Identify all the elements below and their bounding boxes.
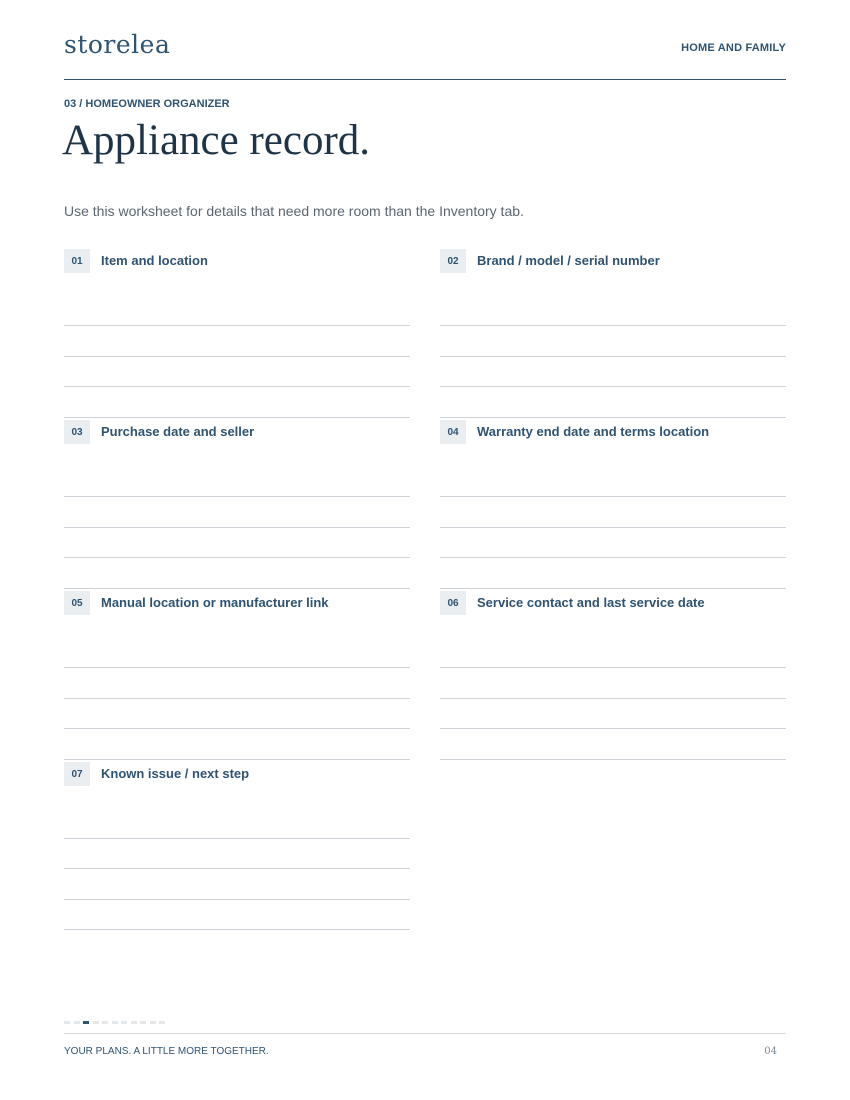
progress-dot — [131, 1021, 137, 1024]
writing-line[interactable] — [440, 759, 786, 760]
writing-line[interactable] — [440, 356, 786, 357]
writing-line[interactable] — [64, 759, 410, 760]
writing-line[interactable] — [64, 929, 410, 930]
progress-dot — [121, 1021, 127, 1024]
progress-dot — [159, 1021, 165, 1024]
writing-line[interactable] — [64, 496, 410, 497]
writing-line[interactable] — [440, 496, 786, 497]
progress-dot-active — [83, 1021, 89, 1024]
writing-line[interactable] — [64, 728, 410, 729]
writing-line[interactable] — [440, 698, 786, 699]
page-progress-indicator — [64, 1021, 169, 1024]
writing-line[interactable] — [64, 698, 410, 699]
progress-dot — [112, 1021, 118, 1024]
field-label: Known issue / next step — [101, 766, 250, 781]
writing-line[interactable] — [64, 386, 410, 387]
progress-dot — [102, 1021, 108, 1024]
writing-line[interactable] — [64, 588, 410, 589]
writing-line[interactable] — [440, 667, 786, 668]
writing-line[interactable] — [440, 325, 786, 326]
field-label: Item and location — [101, 253, 208, 268]
writing-line[interactable] — [64, 356, 410, 357]
writing-line[interactable] — [64, 527, 410, 528]
writing-line[interactable] — [440, 386, 786, 387]
field-number-badge: 05 — [64, 591, 90, 615]
field-label: Manual location or manufacturer link — [101, 595, 329, 610]
writing-line[interactable] — [440, 588, 786, 589]
progress-dot — [93, 1021, 99, 1024]
field-number-badge: 01 — [64, 249, 90, 273]
writing-line[interactable] — [64, 868, 410, 869]
field-number-badge: 06 — [440, 591, 466, 615]
footer-tagline: YOUR PLANS. A LITTLE MORE TOGETHER. — [64, 1046, 269, 1057]
writing-line[interactable] — [64, 899, 410, 900]
field-number-badge: 07 — [64, 762, 90, 786]
field-number-badge: 03 — [64, 420, 90, 444]
writing-line[interactable] — [64, 325, 410, 326]
progress-dot — [150, 1021, 156, 1024]
field-label: Warranty end date and terms location — [477, 424, 710, 439]
writing-line[interactable] — [64, 838, 410, 839]
writing-line[interactable] — [440, 557, 786, 558]
field-number-badge: 02 — [440, 249, 466, 273]
field-label: Brand / model / serial number — [477, 253, 660, 268]
intro-text: Use this worksheet for details that need more room than the Inventory tab. — [64, 203, 524, 219]
progress-dot — [64, 1021, 70, 1024]
brand-logo: storelea — [64, 30, 171, 59]
field-label: Purchase date and seller — [101, 424, 255, 439]
writing-line[interactable] — [64, 667, 410, 668]
header-divider — [64, 79, 786, 80]
writing-line[interactable] — [64, 557, 410, 558]
writing-line[interactable] — [440, 728, 786, 729]
page-number: 04 — [764, 1046, 777, 1057]
writing-line[interactable] — [64, 417, 410, 418]
progress-dot — [140, 1021, 146, 1024]
writing-line[interactable] — [440, 417, 786, 418]
field-number-badge: 04 — [440, 420, 466, 444]
section-label: 03 / HOMEOWNER ORGANIZER — [64, 98, 230, 110]
category-label: HOME AND FAMILY — [681, 42, 786, 54]
progress-dot — [74, 1021, 80, 1024]
footer-divider — [64, 1033, 786, 1034]
field-label: Service contact and last service date — [477, 595, 705, 610]
writing-line[interactable] — [440, 527, 786, 528]
page-title: Appliance record. — [62, 117, 371, 164]
